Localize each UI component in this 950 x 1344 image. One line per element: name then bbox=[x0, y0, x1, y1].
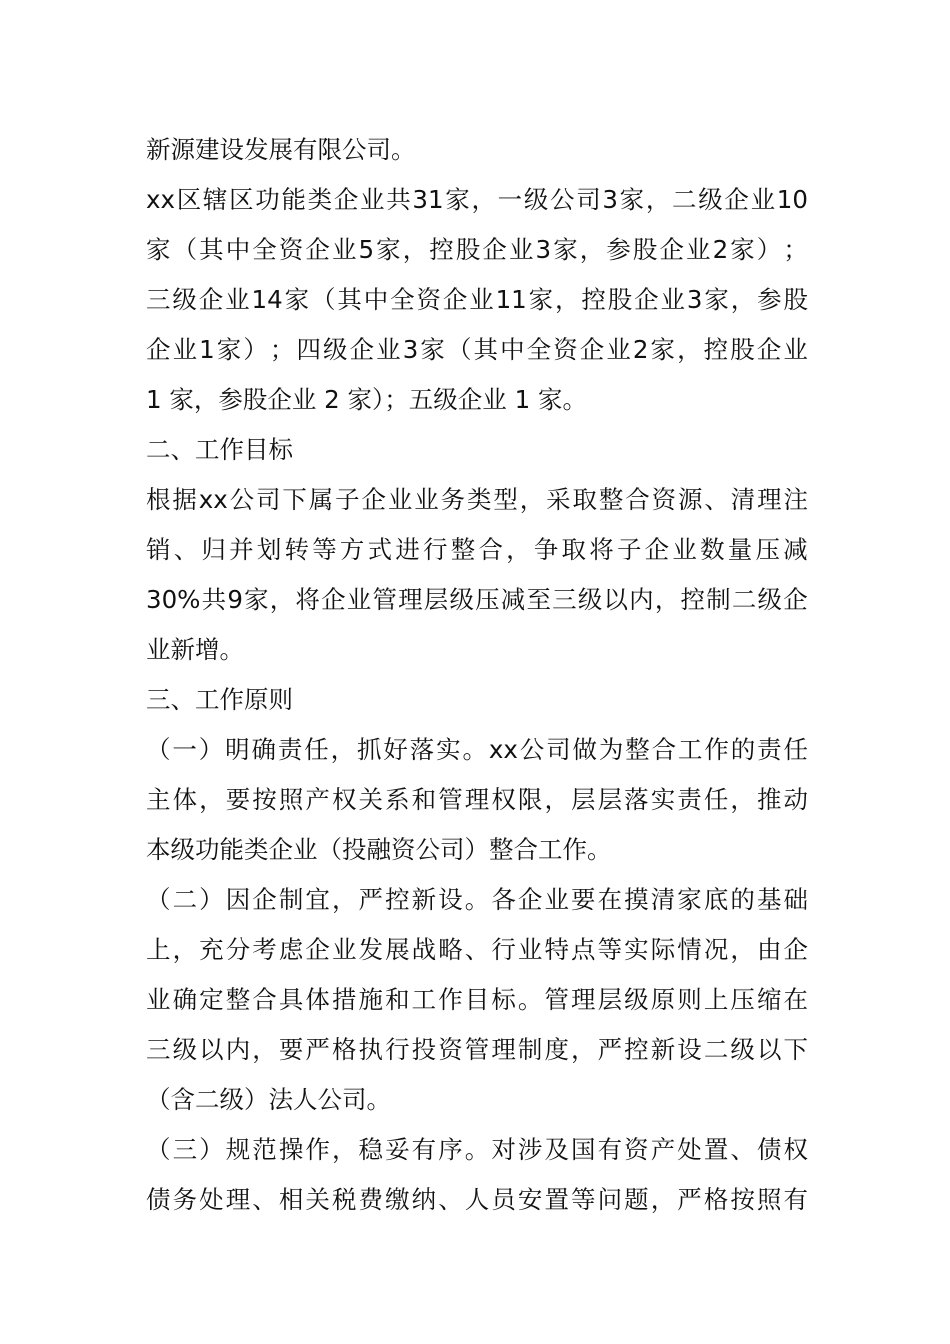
text-line: 销 、 归 并 划 转 等 方 式 进 行 整 合 ， 争 取 将 子 企 业 数 量 压 减 bbox=[146, 535, 808, 564]
text-line: 三、工作原则 bbox=[146, 685, 293, 714]
text-line: 债 务 处 理 、 相 关 税 费 缴 纳 、 人 员 安 置 等 问 题 ， 严 格 按 照 有 bbox=[146, 1185, 808, 1214]
text-line: 三 级 企 业 14 家 （ 其 中 全 资 企 业 11 家 ， 控 股 企 业 3 家 ， 参 股 bbox=[146, 285, 808, 314]
text-line: （ 三 ） 规 范 操 作 ， 稳 妥 有 序 。 对 涉 及 国 有 资 产 处 置 、 债 权 bbox=[146, 1135, 808, 1164]
text-line: 企 业 1 家 ） ； 四 级 企 业 3 家 （ 其 中 全 资 企 业 2 家 ， 控 股 企 业 bbox=[146, 335, 808, 364]
text-line: （含二级）法人公司。 bbox=[146, 1085, 391, 1114]
text-line: 1 家，参股企业 2 家）；五级企业 1 家。 bbox=[146, 385, 587, 414]
document-body bbox=[146, 125, 808, 1225]
text-line: 本级功能类企业（投融资公司）整合工作。 bbox=[146, 835, 612, 864]
text-line: 二、工作目标 bbox=[146, 435, 293, 464]
text-line: 30% 共 9 家 ， 将 企 业 管 理 层 级 压 减 至 三 级 以 内 ， 控 制 二 级 企 bbox=[146, 585, 808, 614]
text-line: xx 区 辖 区 功 能 类 企 业 共 31 家 ， 一 级 公 司 3 家 ， 二 级 企 业 10 bbox=[146, 185, 808, 214]
text-line: 新源建设发展有限公司。 bbox=[146, 135, 416, 164]
text-line: 根 据 xx 公 司 下 属 子 企 业 业 务 类 型 ， 采 取 整 合 资 源 、 清 理 注 bbox=[146, 485, 808, 514]
text-line: 三 级 以 内 ， 要 严 格 执 行 投 资 管 理 制 度 ， 严 控 新 设 二 级 以 下 bbox=[146, 1035, 808, 1064]
text-line: 主 体 ， 要 按 照 产 权 关 系 和 管 理 权 限 ， 层 层 落 实 责 任 ， 推 动 bbox=[146, 785, 808, 814]
text-line: 上 ， 充 分 考 虑 企 业 发 展 战 略 、 行 业 特 点 等 实 际 情 况 ， 由 企 bbox=[146, 935, 808, 964]
text-line: 家 （ 其 中 全 资 企 业 5 家 ， 控 股 企 业 3 家 ， 参 股 企 业 2 家 ） ； bbox=[146, 235, 808, 264]
text-line: 业新增。 bbox=[146, 635, 244, 664]
text-line: （ 一 ） 明 确 责 任 ， 抓 好 落 实 。 xx 公 司 做 为 整 合 工 作 的 责 任 bbox=[146, 735, 808, 764]
text-line: （ 二 ） 因 企 制 宜 ， 严 控 新 设 。 各 企 业 要 在 摸 清 家 底 的 基 础 bbox=[146, 885, 808, 914]
text-line: 业 确 定 整 合 具 体 措 施 和 工 作 目 标 。 管 理 层 级 原 则 上 压 缩 在 bbox=[146, 985, 808, 1014]
